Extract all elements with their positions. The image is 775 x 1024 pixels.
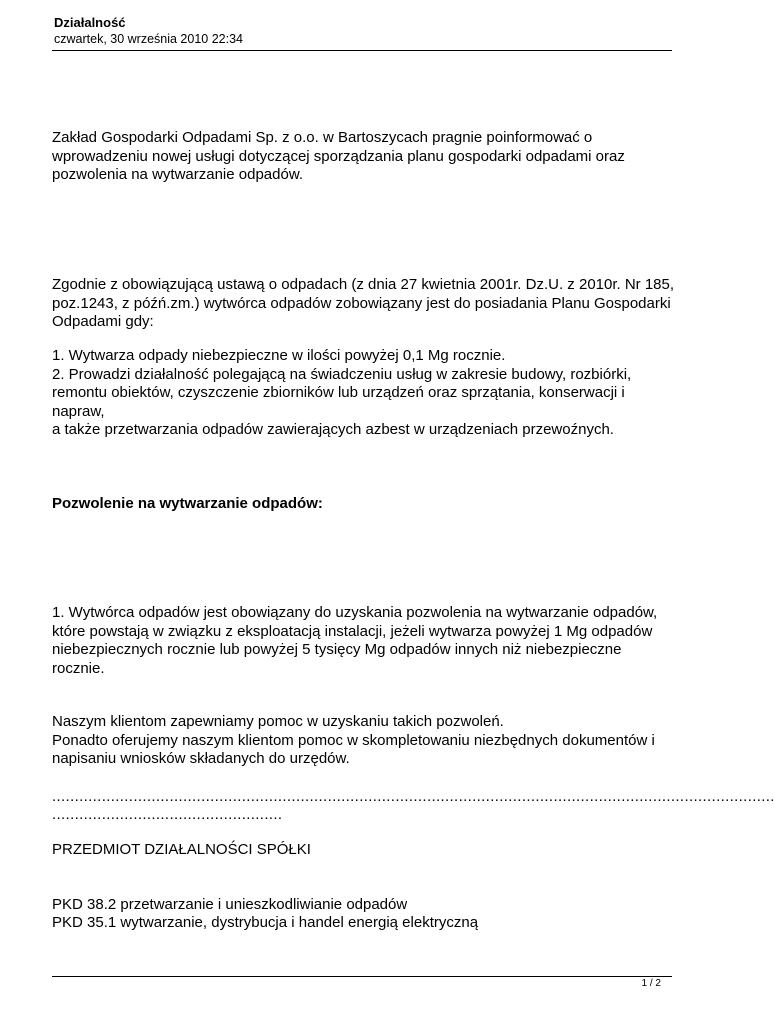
dotted-separator-continued: ................................................... [52,806,283,823]
page-title: Działalność [54,15,126,30]
help-paragraph: Naszym klientom zapewniamy pomoc w uzyskaniu takich pozwoleń. Ponadto oferujemy naszym klientom pomoc w skompletowaniu niezbędnych dokumentów i napisaniu wniosków składanych do urzędów. [52,713,655,767]
law-paragraph: Zgodnie z obowiązującą ustawą o odpadach (z dnia 27 kwietnia 2001r. Dz.U. z 2010r. Nr 185, poz.1243, z późń.zm.) wytwórca odpadów zobowiązany jest do posiadania Planu Gospodarki Odpadami gdy: [52,276,675,330]
permit-heading: Pozwolenie na wytwarzanie odpadów: [52,495,323,512]
footer-divider [52,976,672,977]
page-number: 1 / 2 [641,978,661,989]
pkd-item: PKD 35.1 wytwarzanie, dystrybucja i handel energią elektryczną [52,914,479,931]
dotted-separator: ................................................................................................................................................................ [52,788,775,805]
conditions-list: 1. Wytwarza odpady niebezpieczne w ilości powyżej 0,1 Mg rocznie. 2. Prowadzi działalność polegającą na świadczeniu usług w zakresie budowy, rozbiórki, remontu obiektów, czyszczenie zbiorników lub urządzeń oraz sprzątania, konserwacji i napraw, a także przetwarzania odpadów zawierających azbest w urządzeniach przewoźnych. [52,347,632,438]
publish-date: czwartek, 30 września 2010 22:34 [54,32,243,46]
intro-paragraph: Zakład Gospodarki Odpadami Sp. z o.o. w Bartoszycach pragnie poinformować o wprowadzeniu nowej usługi dotyczącej sporządzania planu gospodarki odpadami oraz pozwolenia na wytwarzanie odpadów. [52,129,625,183]
header-divider [52,50,672,51]
subject-heading: PRZEDMIOT DZIAŁALNOŚCI SPÓŁKI [52,841,311,858]
permit-paragraph: 1. Wytwórca odpadów jest obowiązany do uzyskania pozwolenia na wytwarzanie odpadów, które powstają w związku z eksploatacją instalacji, jeżeli wytwarza powyżej 1 Mg odpadów niebezpiecznych rocznie lub powyżej 5 tysięcy Mg odpadów innych niż niebezpieczne rocznie. [52,604,658,677]
pkd-item: PKD 38.2 przetwarzanie i unieszkodliwianie odpadów [52,896,408,913]
